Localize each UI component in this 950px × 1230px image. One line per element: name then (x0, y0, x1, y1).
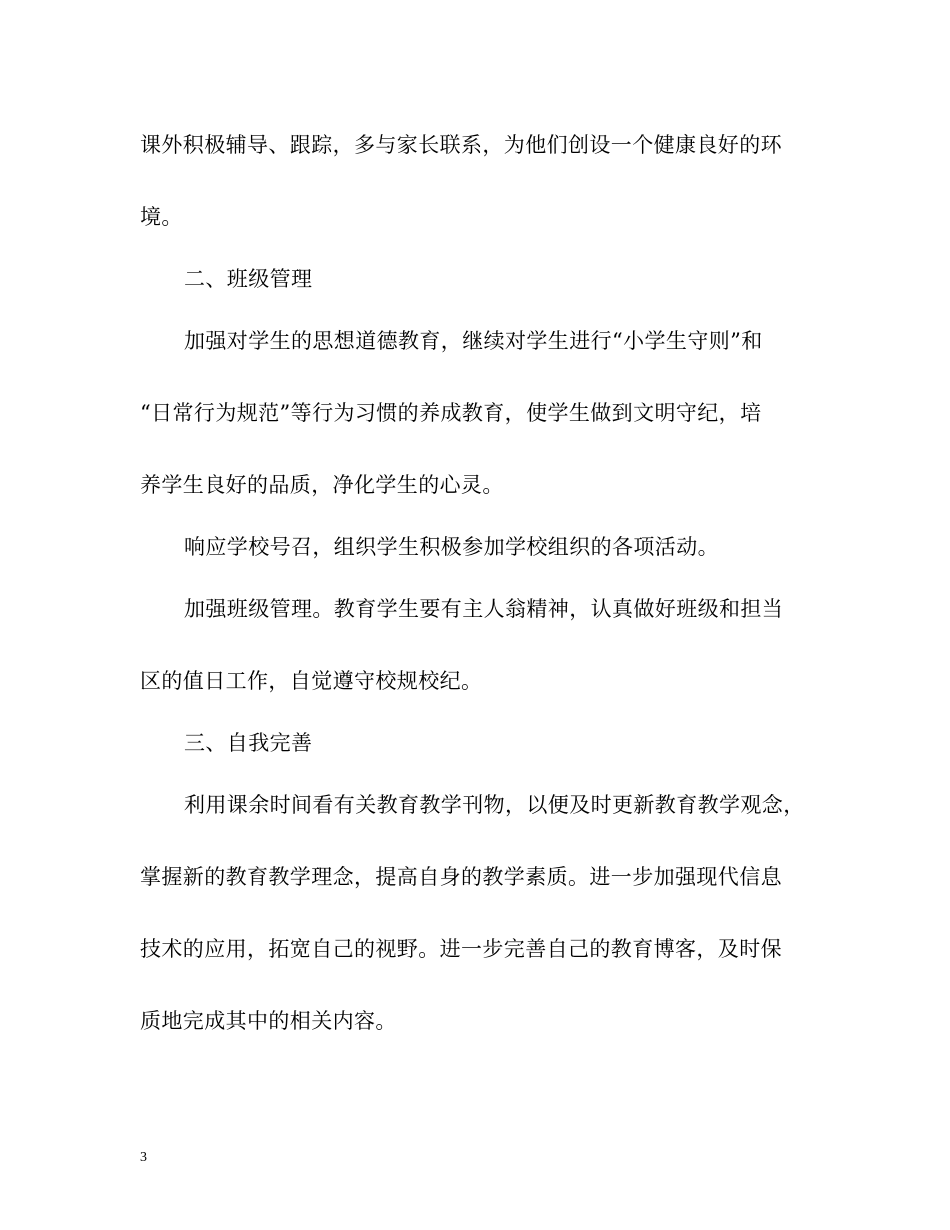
paragraph-line: 加强班级管理。教育学生要有主人翁精神，认真做好班级和担当 (184, 597, 784, 621)
section-heading: 三、自我完善 (184, 731, 313, 755)
paragraph-line: 掌握新的教育教学理念，提高自身的教学素质。进一步加强现代信息 (140, 865, 782, 889)
paragraph-line: 课外积极辅导、跟踪，多与家长联系，为他们创设一个健康良好的环 (140, 133, 782, 157)
paragraph-line: 响应学校号召，组织学生积极参加学校组织的各项活动。 (184, 535, 719, 559)
paragraph-line: 养学生良好的品质，净化学生的心灵。 (140, 473, 504, 497)
paragraph-line: “日常行为规范”等行为习惯的养成教育，使学生做到文明守纪，培 (140, 401, 762, 425)
paragraph-line: 质地完成其中的相关内容。 (140, 1009, 397, 1033)
paragraph-line: 利用课余时间看有关教育教学刊物，以便及时更新教育教学观念， (184, 793, 805, 817)
paragraph-line: 技术的应用，拓宽自己的视野。进一步完善自己的教育博客，及时保 (140, 937, 782, 961)
paragraph-line: 加强对学生的思想道德教育，继续对学生进行“小学生守则”和 (184, 329, 763, 353)
section-heading: 二、班级管理 (184, 267, 313, 291)
paragraph-line: 境。 (140, 205, 183, 229)
paragraph-line: 区的值日工作，自觉遵守校规校纪。 (140, 669, 483, 693)
page-number: 3 (140, 1150, 147, 1165)
